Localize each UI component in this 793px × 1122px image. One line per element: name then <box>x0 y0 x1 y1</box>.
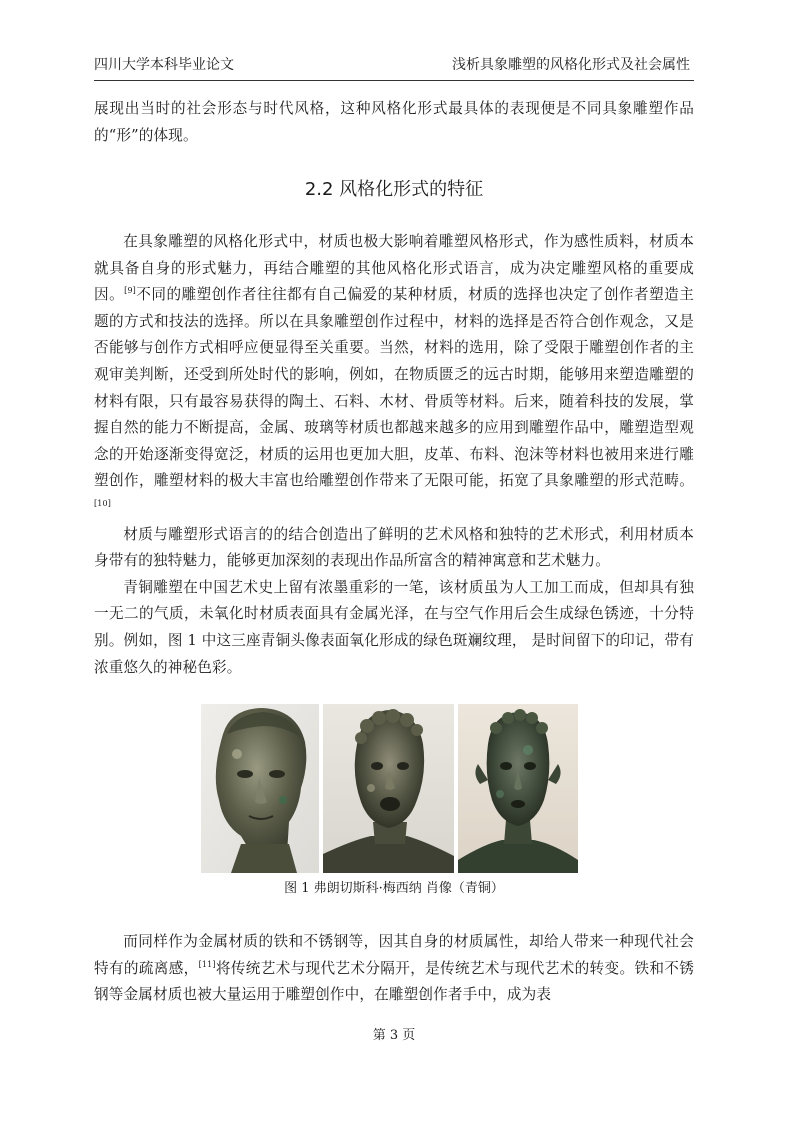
paragraph-3: 青铜雕塑在中国艺术史上留有浓墨重彩的一笔，该材质虽为人工加工而成，但却具有独一无二的气质，未氧化时材质表面具有金属光泽，在与空气作用后会生成绿色锈迹，十分特别。例如，图 1 中这三座青铜头像表面氧化形成的绿色斑斓纹理， 是时间留下的印记，带有浓重悠久的神秘色彩。 <box>94 578 694 676</box>
paragraph-4-part-a: 而同样作为金属材质的铁和不锈钢等，因其自身的材质属性，却给人带来一种现代社会特有的疏离感， <box>94 933 694 977</box>
citation-9: [9] <box>124 286 136 296</box>
intro-paragraph <box>94 96 694 149</box>
header-paper-title: 浅析具象雕塑的风格化形式及社会属性 <box>452 57 690 73</box>
paragraph-2: 材质与雕塑形式语言的的结合创造出了鲜明的艺术风格和独特的艺术形式，利用材质本身带有的独特魅力，能够更加深刻的表现出作品所富含的精神寓意和艺术魅力。 <box>94 525 694 570</box>
paragraph-1 <box>94 229 694 522</box>
paragraph-1-part-b: 不同的雕塑创作者往往都有自己偏爱的某种材质，材质的选择也决定了创作者塑造主题的方式和技法的选择。所以在具象雕塑创作过程中，材料的选择是否符合创作观念，又是否能够与创作方式相呼应便显得至关重要。当然，材料的选用，除了受限于雕塑创作者的主观审美判断，还受到所处时代的影响，例如，在物质匮乏的远古时期，能够用来塑造雕塑的材料有限，只有最容易获得的陶土、石料、木材、骨质等材料。后来，随着科技的发展，掌握自然的能力不断提高，金属、玻璃等材质也都越来越多的应用到雕塑作品中，雕塑造型观念的开始逐渐变得宽泛，材质的运用也更加大胆，皮革、布料、泡沫等材料也被用来进行雕塑创作，雕塑材料的极大丰富也给雕塑创作带来了无限可能，拓宽了具象雕塑的形式范畴。 <box>94 286 694 490</box>
bronze-head-photo-3 <box>458 704 578 873</box>
figure-caption: 图 1 弗朗切斯科·梅西纳 肖像（青铜） <box>284 881 504 896</box>
paragraph-4 <box>94 929 694 1009</box>
bronze-head-photo-1 <box>201 704 319 873</box>
bronze-head-photo-2 <box>323 704 454 873</box>
header-thesis-label: 四川大学本科毕业论文 <box>94 57 234 73</box>
page-number: 第 3 页 <box>372 1028 416 1043</box>
running-header <box>94 54 694 81</box>
intro-text: 展现出当时的社会形态与时代风格，这种风格化形式最具体的表现便是不同具象雕塑作品的“形”的体现。 <box>94 100 694 144</box>
citation-10: [10] <box>94 499 112 509</box>
citation-11: [11] <box>198 959 216 969</box>
closing-body <box>94 929 694 1009</box>
paragraph-1-part-a: 在具象雕塑的风格化形式中，材质也极大影响着雕塑风格形式，作为感性质料，材质本就具备自身的形式魅力，再结合雕塑的其他风格化形式语言，成为决定雕塑风格的重要成因。 <box>94 233 694 304</box>
section-heading: 2.2 风格化形式的特征 <box>304 179 484 200</box>
paragraph-4-part-b: 将传统艺术与现代艺术分隔开，是传统艺术与现代艺术的转变。铁和不锈钢等金属材质也被大量运用于雕塑创作中，在雕塑创作者手中，成为表 <box>94 959 694 1004</box>
main-body <box>94 229 694 681</box>
